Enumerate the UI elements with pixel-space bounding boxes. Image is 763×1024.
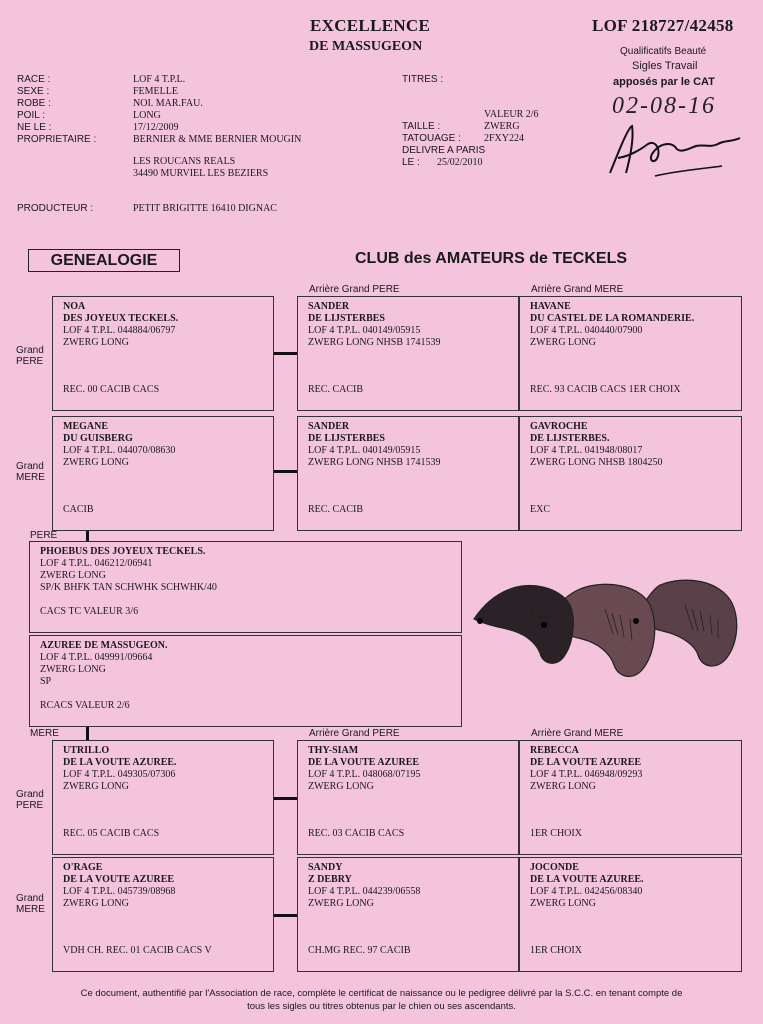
robe-value: NOI. MAR.FAU. [133,98,203,109]
connector [86,531,89,541]
race-label: RACE : [17,74,51,85]
connector [274,797,297,800]
connector [274,470,297,473]
tatouage-value: 2FXY224 [484,133,525,144]
agm-pat1-box: HAVANE DU CASTEL DE LA ROMANDERIE. LOF 4 T.P.L. 040440/07900 ZWERG LONG REC. 93 CACIB CACS 1ER CHOIX [519,296,742,411]
tatouage-label: TATOUAGE : [402,133,461,144]
agm-mat1-box: REBECCA DE LA VOUTE AZUREE LOF 4 T.P.L. 046948/09293 ZWERG LONG 1ER CHOIX [519,740,742,855]
signature-mark [600,118,750,188]
address-line2: 34490 MURVIEL LES BEZIERS [133,168,269,179]
le-label: LE : [402,157,420,168]
agp-mat2-box: SANDY Z DEBRY LOF 4 T.P.L. 044239/06558 ZWERG LONG CH.MG REC. 97 CACIB [297,857,519,972]
agm-header-bottom: Arrière Grand MERE [531,728,624,739]
agp-pat2-box: SANDER DE LIJSTERBES LOF 4 T.P.L. 040149/05915 ZWERG LONG NHSB 1741539 REC. CACIB [297,416,519,531]
grand-pere-label-mat: Grand PERE [16,789,44,811]
poil-label: POIL : [17,110,45,121]
sexe-value: FEMELLE [133,86,178,97]
gp-mat-box: UTRILLO DE LA VOUTE AZUREE. LOF 4 T.P.L. 049305/07306 ZWERG LONG REC. 05 CACIB CACS [52,740,274,855]
grand-mere-label-mat: Grand MERE [16,893,45,915]
proprietaire-value: BERNIER & MME BERNIER MOUGIN [133,134,302,145]
breed-title: EXCELLENCE [310,16,431,35]
pere-box: PHOEBUS DES JOYEUX TECKELS. LOF 4 T.P.L. 046212/06941 ZWERG LONG SP/K BHFK TAN SCHWHK SCHWHK/40 CACS TC VALEUR 3/6 [29,541,462,633]
proprietaire-label: PROPRIETAIRE : [17,134,97,145]
genealogie-label: GENEALOGIE [28,249,180,272]
gm-pat-box: MEGANE DU GUISBERG LOF 4 T.P.L. 044070/08630 ZWERG LONG CACIB [52,416,274,531]
ne-le-value: 17/12/2009 [133,122,179,133]
sexe-label: SEXE : [17,86,50,97]
le-value: 25/02/2010 [437,157,483,168]
agp-mat1-box: THY-SIAM DE LA VOUTE AZUREE LOF 4 T.P.L. 048068/07195 ZWERG LONG REC. 03 CACIB CACS [297,740,519,855]
delivre-label: DELIVRE A PARIS [402,145,486,156]
dachshund-heads-illustration [470,575,745,690]
agm-pat2-box: GAVROCHE DE LIJSTERBES. LOF 4 T.P.L. 041948/08017 ZWERG LONG NHSB 1804250 EXC [519,416,742,531]
robe-label: ROBE : [17,98,51,109]
connector [274,914,297,917]
poil-value: LONG [133,110,161,121]
address-line1: LES ROUCANS REALS [133,156,236,167]
cat-qualif: Qualificatifs Beauté [620,46,707,57]
agp-header-bottom: Arrière Grand PERE [309,728,400,739]
club-title: CLUB des AMATEURS de TECKELS [355,250,628,267]
kennel-name: DE MASSUGEON [309,39,423,54]
connector [274,352,297,355]
gm-mat-box: O'RAGE DE LA VOUTE AZUREE LOF 4 T.P.L. 045739/08968 ZWERG LONG VDH CH. REC. 01 CACIB CACS V [52,857,274,972]
producteur-label: PRODUCTEUR : [17,203,94,214]
agm-mat2-box: JOCONDE DE LA VOUTE AZUREE. LOF 4 T.P.L. 042456/08340 ZWERG LONG 1ER CHOIX [519,857,742,972]
grand-pere-label-pat: Grand PERE [16,345,44,367]
cat-sigles: Sigles Travail [632,60,698,72]
pere-label: PERE [30,530,58,541]
titres-label: TITRES : [402,74,444,85]
agm-header-top: Arrière Grand MERE [531,284,624,295]
mere-box: AZUREE DE MASSUGEON. LOF 4 T.P.L. 049991/09664 ZWERG LONG SP RCACS VALEUR 2/6 [29,635,462,727]
lof-number: LOF 218727/42458 [592,16,734,35]
ne-le-label: NE LE : [17,122,52,133]
race-value: LOF 4 T.P.L. [133,74,186,85]
producteur-value: PETIT BRIGITTE 16410 DIGNAC [133,203,277,214]
taille-value: ZWERG [484,121,520,132]
grand-mere-label-pat: Grand MERE [16,461,45,483]
mere-label: MERE [30,728,59,739]
agp-header-top: Arrière Grand PERE [309,284,400,295]
taille-label: TAILLE : [402,121,441,132]
agp-pat1-box: SANDER DE LIJSTERBES LOF 4 T.P.L. 040149/05915 ZWERG LONG NHSB 1741539 REC. CACIB [297,296,519,411]
footer-note: Ce document, authentifié par l'Association de race, complète le certificat de naissance ou le pedigree délivré par la S.C.C. en tenant compte de tous les sigles ou titres obtenus par le chien ou ses ascendants. [80,988,683,1012]
connector [86,727,89,740]
valeur: VALEUR 2/6 [484,109,539,120]
gp-pat-box: NOA DES JOYEUX TECKELS. LOF 4 T.P.L. 044884/06797 ZWERG LONG REC. 00 CACIB CACS [52,296,274,411]
cat-apposes: apposés par le CAT [613,76,715,88]
handwritten-date: 02-08-16 [612,93,716,119]
